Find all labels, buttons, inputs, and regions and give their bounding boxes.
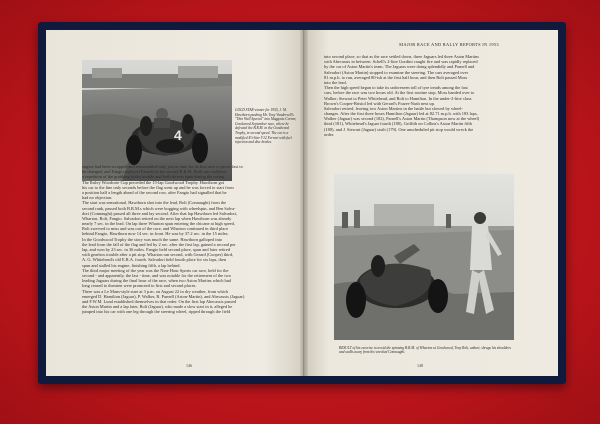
text-line: Salvadori (Aston Martin) stopped to examine the steering. The cars averaged over [324,69,469,75]
text-line: Rolt swerved to miss and was out of the race, and Wharton continued in third place [82,226,229,232]
text-line: cars, before the race was two hours old. At the first routine stop, Moss handed over to [324,90,475,96]
left-caption: GOLD STAR winner for 1955, J. M. Hawthorn pushing Mr. Tony Vandervell's "Thin Wall Special" into Maggotts Corner, Goodwood September race, where he defeated the B.R.M. in the Goodwood Trophy, in second speed. The car is a modified 4½-litre V12 Ferrari with fuel injection and disc brakes. [235,108,297,145]
right-caption: RESULT of his exercise to avoid the spinning B.R.M. of Wharton at Goodwood, Tony Rolt, unhurt, shrugs his shoulders and walks away from his wrecked Connaught. [339,346,511,355]
text-line: leading Jaguars during the final hour of the race, when two Aston Martins which had [82,278,231,284]
text-line: 81 m.p.h. to run, averaged 80-ish at the first half hour, and then Rolt passed Moss [324,74,468,80]
wrecked-car-photo [334,174,514,340]
text-line: In the Goodwood Trophy the story was much the same. Hawthorn galloped into [82,236,223,242]
text-line: nearly 7 sec. in the lead. On lap three Wharton spun entering the chicane at high speed, [82,221,235,227]
text-line: dori (Connaught) passed all three and lay second. After that lap Hawthorn led Salvadori, [82,210,238,216]
text-line: Walker (Jaguar) was second (182), Parnell's Aston Martin (Thompson now at the wheel) [324,116,480,122]
text-line: Salvadori retired, leaving two Aston Martins in the battle but slowed by wheel- [324,105,463,111]
text-line: with gearbox trouble after a pit stop. Wharton ran second, with Gerard (Cooper) third, [82,252,234,258]
text-line: The Ibsley Woodcote Cup preceded the 15-lap Goodwood Trophy. Hawthorn got [82,179,225,185]
right-photo-wrecked-car [334,174,514,340]
left-photo-racing-car [82,60,232,181]
racing-car-photo [82,60,232,181]
text-line: behind Fangio, Hawthorn now 14 sec. in front. He was by 37.2 sec. in the 15 miles. [82,231,229,237]
car-number-label: 4 [174,127,182,143]
text-line: changes. After the first three hours Hamilton (Jaguar) led at 82.71 m.p.h. with 183 laps, [324,111,478,117]
text-line: the Aston Martin and a lap later, Rolt (Jaguar), who made a slow start in it, alleged he [82,304,233,310]
text-line: had no objection. [82,195,113,201]
running-head: MAJOR RACE AND RALLY REPORTS IN 1953 [399,42,499,47]
text-line: his car to the line only seconds before the flag went up and he was forced to start from [82,184,234,190]
text-line: (180), and J. Stewart (Jaguar) sixth (179). One unscheduled pit stop would wreck the [324,126,474,132]
text-line: emerged D. Hamilton (Jaguar), P. Walker, R. Parnell (Aston-Martin), and Abecassis (Jaguar) [82,293,245,299]
text-line: order. [324,131,335,137]
text-line: long ceased to threaten were promoted to first and second places. [82,283,197,289]
left-body-text [82,164,298,364]
text-line: lap, and won by 23 sec. in 36 miles. Fangio held second place, spun and later retired [82,247,231,252]
text-line: Then the high speed began to take its unforeseen toll of tyre treads among the fast [324,85,468,91]
left-page-number: 146 [186,363,192,368]
text-line: Wharton, Rolt, Fangio. Salvadori retired on the next lap when Hawthorn was already [82,215,232,221]
text-line: The start was sensational. Hawthorn shot into the lead, Rolt (Connaught) from the [82,200,227,206]
text-line: engine had been scrapped and reassembled only just in time for its first race to prove fast to [82,164,243,169]
right-page-number: 148 [417,363,423,368]
text-line: a position half a length ahead of the second row, after Fangio had signalled that he [82,189,227,195]
book-spine-shadow [300,30,308,376]
right-page [304,30,558,376]
text-line: into second place, so that as the race settled down, three Jaguars led three Aston Martins [324,54,479,59]
text-line: There was a Le Mans-style start at 3 p.m. on August 22 in dry weather, from which [82,288,229,294]
text-line: A. G. Whitehead's old E.R.A. fourth. Salvadori held fourth place for six laps, then [82,257,227,263]
text-line: the lead from the fall of the flag and led by 2 sec. after the first lap, gained a second per [82,241,236,247]
text-line: and F.W.M. Lund established themselves in that order. On the first lap Abecassis passed [82,298,237,304]
text-line: be changed, and Fangio replaced Parnell on the second B.R.M. Both cars suffered [82,169,226,175]
text-line: jumped into his car with one leg through the steering wheel, ripped through the field [82,309,231,315]
text-line: second - and apparently, the last - time, and was notable for the retirement of the two [82,272,231,278]
left-page [46,30,304,376]
text-line: second rank, passed both B.R.M.s which were bogging with wheelspin, and Ben Salva- [82,205,236,211]
text-line: Walker; Stewart to Peter Whitehead, and Rolt to Hamilton. In the under-2-litre class [324,95,472,101]
text-line: with Abecassis in between. Schell's 2-litre Gordini caught fire and was rapidly replaced [324,59,478,65]
text-line: a repetition of the grabbing brake trouble and both drivers spun during the racing. [82,174,226,180]
text-line: spun and stalled his engine, finishing fifth, a lap behind. [82,262,181,268]
text-line: Brown's Cooper-Bristol led with Gerard's Frazer-Nash next up. [324,100,435,106]
text-line: into the lead. [324,79,347,85]
text-line: third (181), Whitehead's Jaguar fourth (180), Griffith on Collins's Aston Martin fifth [324,121,472,127]
text-line: by the car of Aston Martin's team. The Jaguars were doing splendidly and Parnell and [324,64,475,70]
text-line: The third major meeting of the year was the Nine Hour Sports car race, held for the [82,267,229,273]
